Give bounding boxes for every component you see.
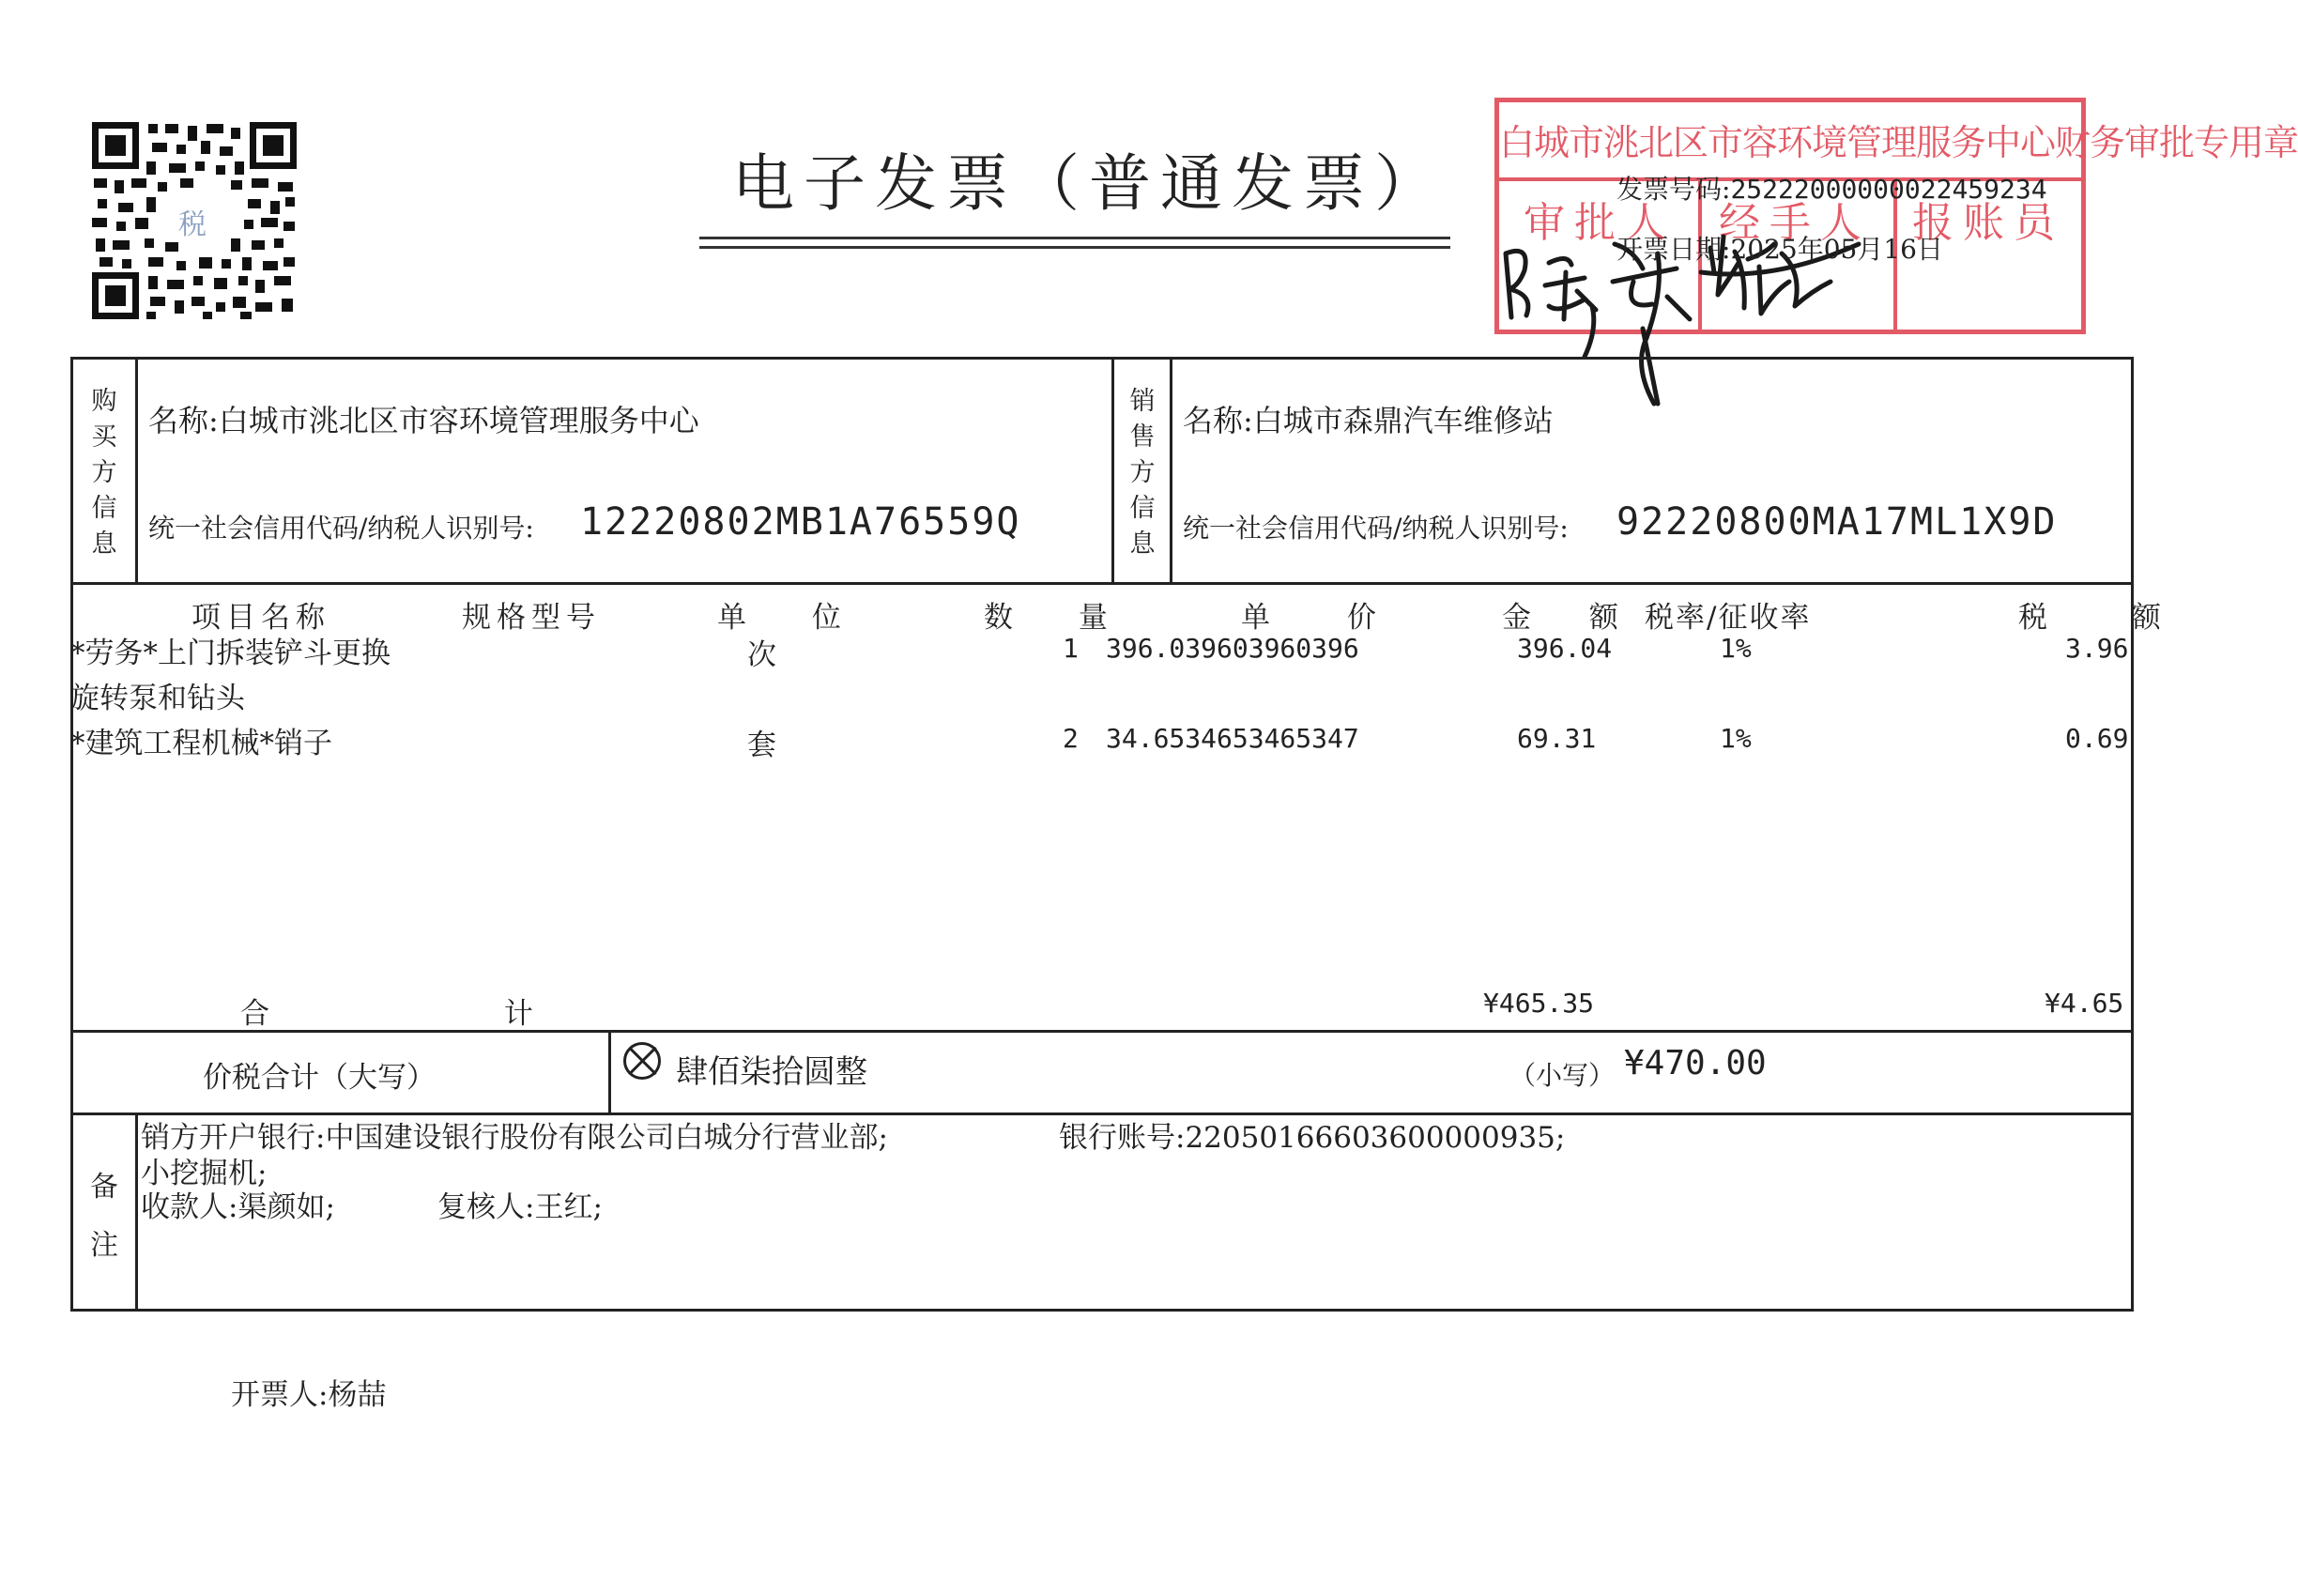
grand-total-small: ¥470.00	[1624, 1044, 1767, 1082]
item-2-tax: 0.69	[2065, 723, 2129, 754]
col-header-unit: 单 位	[717, 601, 869, 635]
col-header-amount: 金 额	[1502, 601, 1643, 635]
stamp-cell-reimburser: 报账员	[1912, 199, 2064, 247]
col-divider	[135, 360, 138, 582]
grand-total-small-label: （小写）	[1509, 1060, 1616, 1091]
invoice-number: 25222000000022459234	[1730, 174, 2047, 205]
item-2-price: 34.6534653465347	[1106, 723, 1359, 754]
item-1-tax: 3.96	[2065, 633, 2129, 664]
issue-date-field	[1616, 229, 1943, 267]
buyer-name: 白城市洮北区市容环境管理服务中心	[218, 403, 699, 438]
issuer-field	[231, 1371, 386, 1413]
buyer-tax-label: 统一社会信用代码/纳税人识别号:	[148, 513, 534, 544]
total-tax: ¥4.65	[2045, 988, 2124, 1019]
item-1-name-cont: 旋转泵和钻头	[70, 682, 245, 715]
item-2-unit: 套	[747, 729, 776, 762]
invoice-number-field	[1616, 169, 2047, 207]
remarks-note: 小挖掘机;	[141, 1157, 268, 1190]
item-1-price: 396.039603960396	[1106, 633, 1359, 664]
item-2-name: *建筑工程机械*销子	[70, 727, 332, 760]
invoice-number-label: 发票号码:	[1616, 174, 1731, 205]
col-header-item-name: 项目名称	[192, 601, 330, 635]
seller-name-label: 名称:	[1183, 403, 1253, 438]
issuer-label: 开票人:	[231, 1378, 329, 1412]
seller-name: 白城市森鼎汽车维修站	[1252, 403, 1554, 438]
buyer-tax-id: 12220802MB1A76559Q	[580, 500, 1021, 544]
item-1-rate: 1%	[1720, 633, 1752, 664]
stamp-title: 白城市洮北区市容环境管理服务中心财务审批专用章	[1499, 122, 2298, 163]
seller-name-field	[1183, 397, 1554, 440]
title-underline	[699, 237, 1450, 239]
item-2-qty: 2	[1063, 723, 1079, 754]
col-header-tax-rate: 税率/征收率	[1645, 601, 1812, 635]
buyer-name-label: 名称:	[148, 403, 219, 438]
remarks-account: 银行账号:22050166603600000935;	[1059, 1121, 1566, 1155]
cross-circle-icon	[623, 1042, 661, 1080]
col-header-spec: 规格型号	[462, 601, 601, 635]
row-divider	[73, 582, 2131, 585]
qr-code	[90, 120, 299, 321]
item-1-amount: 396.04	[1517, 633, 1613, 664]
seller-tax-id: 92220800MA17ML1X9D	[1616, 500, 2058, 544]
total-label: 合 计	[240, 997, 646, 1031]
col-header-price: 单 价	[1241, 601, 1410, 635]
remarks-bank: 销方开户银行:中国建设银行股份有限公司白城分行营业部;	[141, 1121, 888, 1155]
col-divider	[135, 1113, 138, 1312]
item-2-rate: 1%	[1720, 723, 1752, 754]
item-1-qty: 1	[1063, 633, 1079, 664]
title-underline	[699, 246, 1450, 249]
item-1-name: *劳务*上门拆装铲斗更换	[70, 637, 391, 670]
invoice-title: 电子发票（普通发票）	[732, 147, 1446, 220]
buyer-name-field	[148, 397, 699, 440]
issue-date-label: 开票日期:	[1616, 234, 1731, 265]
buyer-section-label: 购 买 方 信 息	[91, 387, 117, 559]
col-divider	[1170, 360, 1172, 582]
seller-section-label: 销 售 方 信 息	[1129, 387, 1156, 559]
col-header-qty: 数 量	[984, 601, 1136, 635]
col-header-tax: 税 额	[2018, 601, 2198, 635]
qr-center-text: 税	[178, 208, 207, 241]
col-divider	[608, 1030, 611, 1113]
total-amount: ¥465.35	[1483, 988, 1595, 1019]
seller-tax-label: 统一社会信用代码/纳税人识别号:	[1183, 513, 1569, 544]
issue-date: 2025年05月16日	[1730, 234, 1943, 265]
stamp-cell-approver: 审批人	[1524, 199, 1676, 247]
item-2-amount: 69.31	[1517, 723, 1597, 754]
stamp-cell-handler: 经手人	[1719, 199, 1871, 247]
invoice-table	[70, 357, 2134, 1312]
remarks-section-label: 备 注	[90, 1171, 118, 1262]
remarks-payee: 收款人:渠颜如;	[141, 1190, 335, 1224]
remarks-reviewer: 复核人:王红;	[437, 1190, 603, 1224]
item-1-unit: 次	[747, 638, 776, 672]
grand-total-label: 价税合计（大写）	[203, 1061, 436, 1095]
col-divider	[1111, 360, 1114, 582]
grand-total-words: 肆佰柒拾圆整	[676, 1053, 867, 1091]
issuer-name: 杨喆	[328, 1378, 387, 1412]
